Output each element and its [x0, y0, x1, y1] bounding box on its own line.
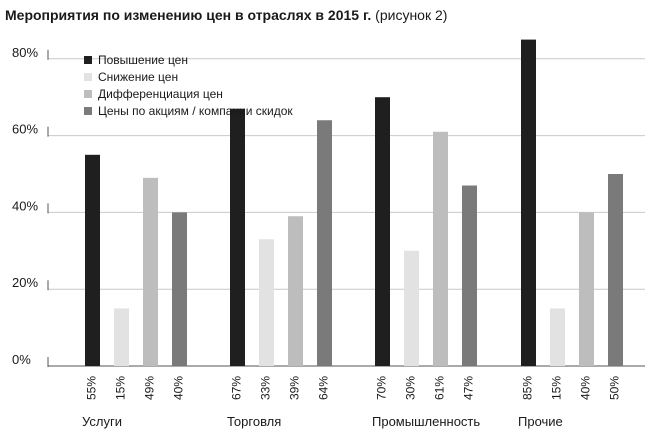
legend-swatch: [84, 56, 92, 64]
bar: [172, 212, 187, 366]
bar-value-label: 61%: [432, 376, 447, 401]
bar: [230, 109, 245, 366]
bar: [579, 212, 594, 366]
bar-value-label: 50%: [607, 376, 622, 401]
bar: [114, 308, 129, 366]
bar-value-label: 47%: [461, 376, 476, 401]
bar: [375, 97, 390, 366]
bar-value-label: 30%: [403, 376, 418, 401]
legend-swatch: [84, 90, 92, 98]
legend-label: Цены по акциям / компании скидок: [98, 104, 293, 118]
bar-value-label: 15%: [549, 376, 564, 401]
category-label: Торговля: [227, 414, 282, 429]
bar-value-label: 55%: [84, 376, 99, 401]
legend-label: Снижение цен: [98, 70, 179, 84]
bar: [608, 174, 623, 366]
legend-swatch: [84, 73, 92, 81]
chart-title: Мероприятия по изменению цен в отраслях в 2015 г.: [5, 7, 372, 23]
bar: [433, 132, 448, 366]
bar: [521, 40, 536, 366]
bar-value-label: 64%: [316, 376, 331, 401]
y-tick-label: 0%: [12, 352, 31, 367]
bar-value-label: 70%: [374, 376, 389, 401]
bar-value-label: 39%: [287, 376, 302, 401]
y-tick-label: 60%: [12, 121, 39, 137]
bar: [404, 251, 419, 366]
bar-value-label: 15%: [113, 376, 128, 401]
bar-value-label: 40%: [578, 376, 593, 401]
bar: [317, 120, 332, 366]
y-tick-label: 40%: [12, 198, 39, 214]
bar-value-label: 85%: [520, 376, 535, 401]
chart-subtitle: (рисунок 2): [375, 7, 448, 23]
category-label: Прочие: [518, 414, 563, 429]
category-label: Промышленность: [372, 414, 481, 429]
bar: [288, 216, 303, 366]
bar-value-label: 67%: [229, 376, 244, 401]
legend-label: Повышение цен: [98, 53, 188, 67]
category-label: Услуги: [82, 414, 122, 429]
bar: [462, 186, 477, 366]
bar-value-label: 49%: [142, 376, 157, 401]
bar-value-label: 33%: [258, 376, 273, 401]
legend-label: Дифференциация цен: [98, 87, 223, 101]
y-tick-label: 20%: [12, 275, 39, 291]
bar-value-label: 40%: [171, 376, 186, 401]
bar: [550, 308, 565, 366]
bar: [143, 178, 158, 366]
bar: [259, 239, 274, 366]
bar: [85, 155, 100, 366]
legend-swatch: [84, 107, 92, 115]
y-tick-label: 80%: [12, 44, 39, 60]
